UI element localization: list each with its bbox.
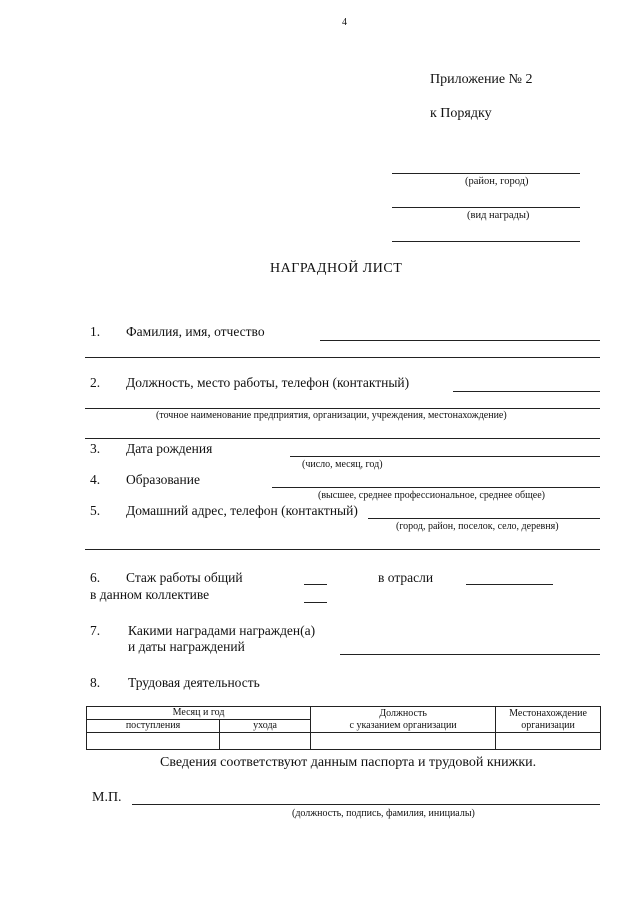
field-2-input-line xyxy=(453,391,600,392)
award-type-caption: (вид награды) xyxy=(467,210,530,221)
field-5-number: 5. xyxy=(90,503,101,518)
field-1-number: 1. xyxy=(90,324,101,339)
total-experience-line xyxy=(304,584,327,585)
appendix-label: Приложение № 2 xyxy=(430,72,533,87)
exit-header: ухода xyxy=(220,720,311,733)
field-2-continuation-line xyxy=(85,408,600,409)
field-3-caption: (число, месяц, год) xyxy=(302,459,383,470)
field-4-input-line xyxy=(272,487,600,488)
field-8-label: Трудовая деятельность xyxy=(128,675,260,690)
location-header-line2: организации xyxy=(521,719,575,731)
field-7-input-line xyxy=(340,654,600,655)
position-header-line2: с указанием организации xyxy=(349,719,457,731)
blank-line xyxy=(392,241,580,242)
field-1-label: Фамилия, имя, отчество xyxy=(126,324,265,339)
month-year-header: Месяц и год xyxy=(87,707,311,720)
field-7-number: 7. xyxy=(90,623,101,638)
page-number: 4 xyxy=(342,17,347,28)
verification-statement: Сведения соответствуют данным паспорта и трудовой книжки. xyxy=(160,755,537,770)
field-4-caption: (высшее, среднее профессиональное, среднее общее) xyxy=(318,490,545,501)
table-header-row xyxy=(87,707,601,720)
field-2-caption: (точное наименование предприятия, организации, учреждения, местонахождение) xyxy=(156,410,507,421)
table-cell xyxy=(311,733,496,750)
district-caption: (район, город) xyxy=(465,176,529,187)
field-3-label: Дата рождения xyxy=(126,441,213,456)
location-header-line1: Местонахождение xyxy=(509,707,587,719)
field-6-number: 6. xyxy=(90,570,101,585)
field-8-number: 8. xyxy=(90,675,101,690)
field-6-label: Стаж работы общий xyxy=(126,570,243,585)
field-7-label-line1: Какими наградами награжден(а) xyxy=(128,623,316,638)
district-line xyxy=(392,173,580,174)
table-row xyxy=(87,733,601,750)
field-5-continuation-line xyxy=(85,549,600,550)
field-3-number: 3. xyxy=(90,441,101,456)
stamp-label: М.П. xyxy=(92,790,122,805)
team-experience-line xyxy=(304,602,327,603)
field-2-number: 2. xyxy=(90,375,101,390)
field-6-team-label: в данном коллективе xyxy=(90,587,210,602)
table-cell xyxy=(87,733,220,750)
table-cell xyxy=(220,733,311,750)
table-cell xyxy=(496,733,601,750)
field-4-label: Образование xyxy=(126,472,200,487)
field-2-label: Должность, место работы, телефон (контактный) xyxy=(126,375,410,390)
field-5-caption: (город, район, поселок, село, деревня) xyxy=(396,521,559,532)
signature-line xyxy=(132,804,600,805)
award-type-line xyxy=(392,207,580,208)
position-header xyxy=(311,707,496,733)
field-1-input-line xyxy=(320,340,600,341)
position-header-line1: Должность xyxy=(379,707,427,719)
employment-table xyxy=(86,706,601,750)
to-order-label: к Порядку xyxy=(430,106,492,121)
field-2-extra-line xyxy=(85,438,600,439)
field-3-input-line xyxy=(290,456,600,457)
industry-experience-line xyxy=(466,584,553,585)
field-5-input-line xyxy=(368,518,600,519)
field-1-continuation-line xyxy=(85,357,600,358)
field-6-industry-label: в отрасли xyxy=(378,570,434,585)
location-header xyxy=(496,707,601,733)
signature-caption: (должность, подпись, фамилия, инициалы) xyxy=(292,808,475,819)
field-4-number: 4. xyxy=(90,472,101,487)
document-title: НАГРАДНОЙ ЛИСТ xyxy=(270,261,403,276)
field-7-label-line2: и даты награждений xyxy=(128,639,245,654)
field-5-label: Домашний адрес, телефон (контактный) xyxy=(126,503,358,518)
entry-header: поступления xyxy=(87,720,220,733)
